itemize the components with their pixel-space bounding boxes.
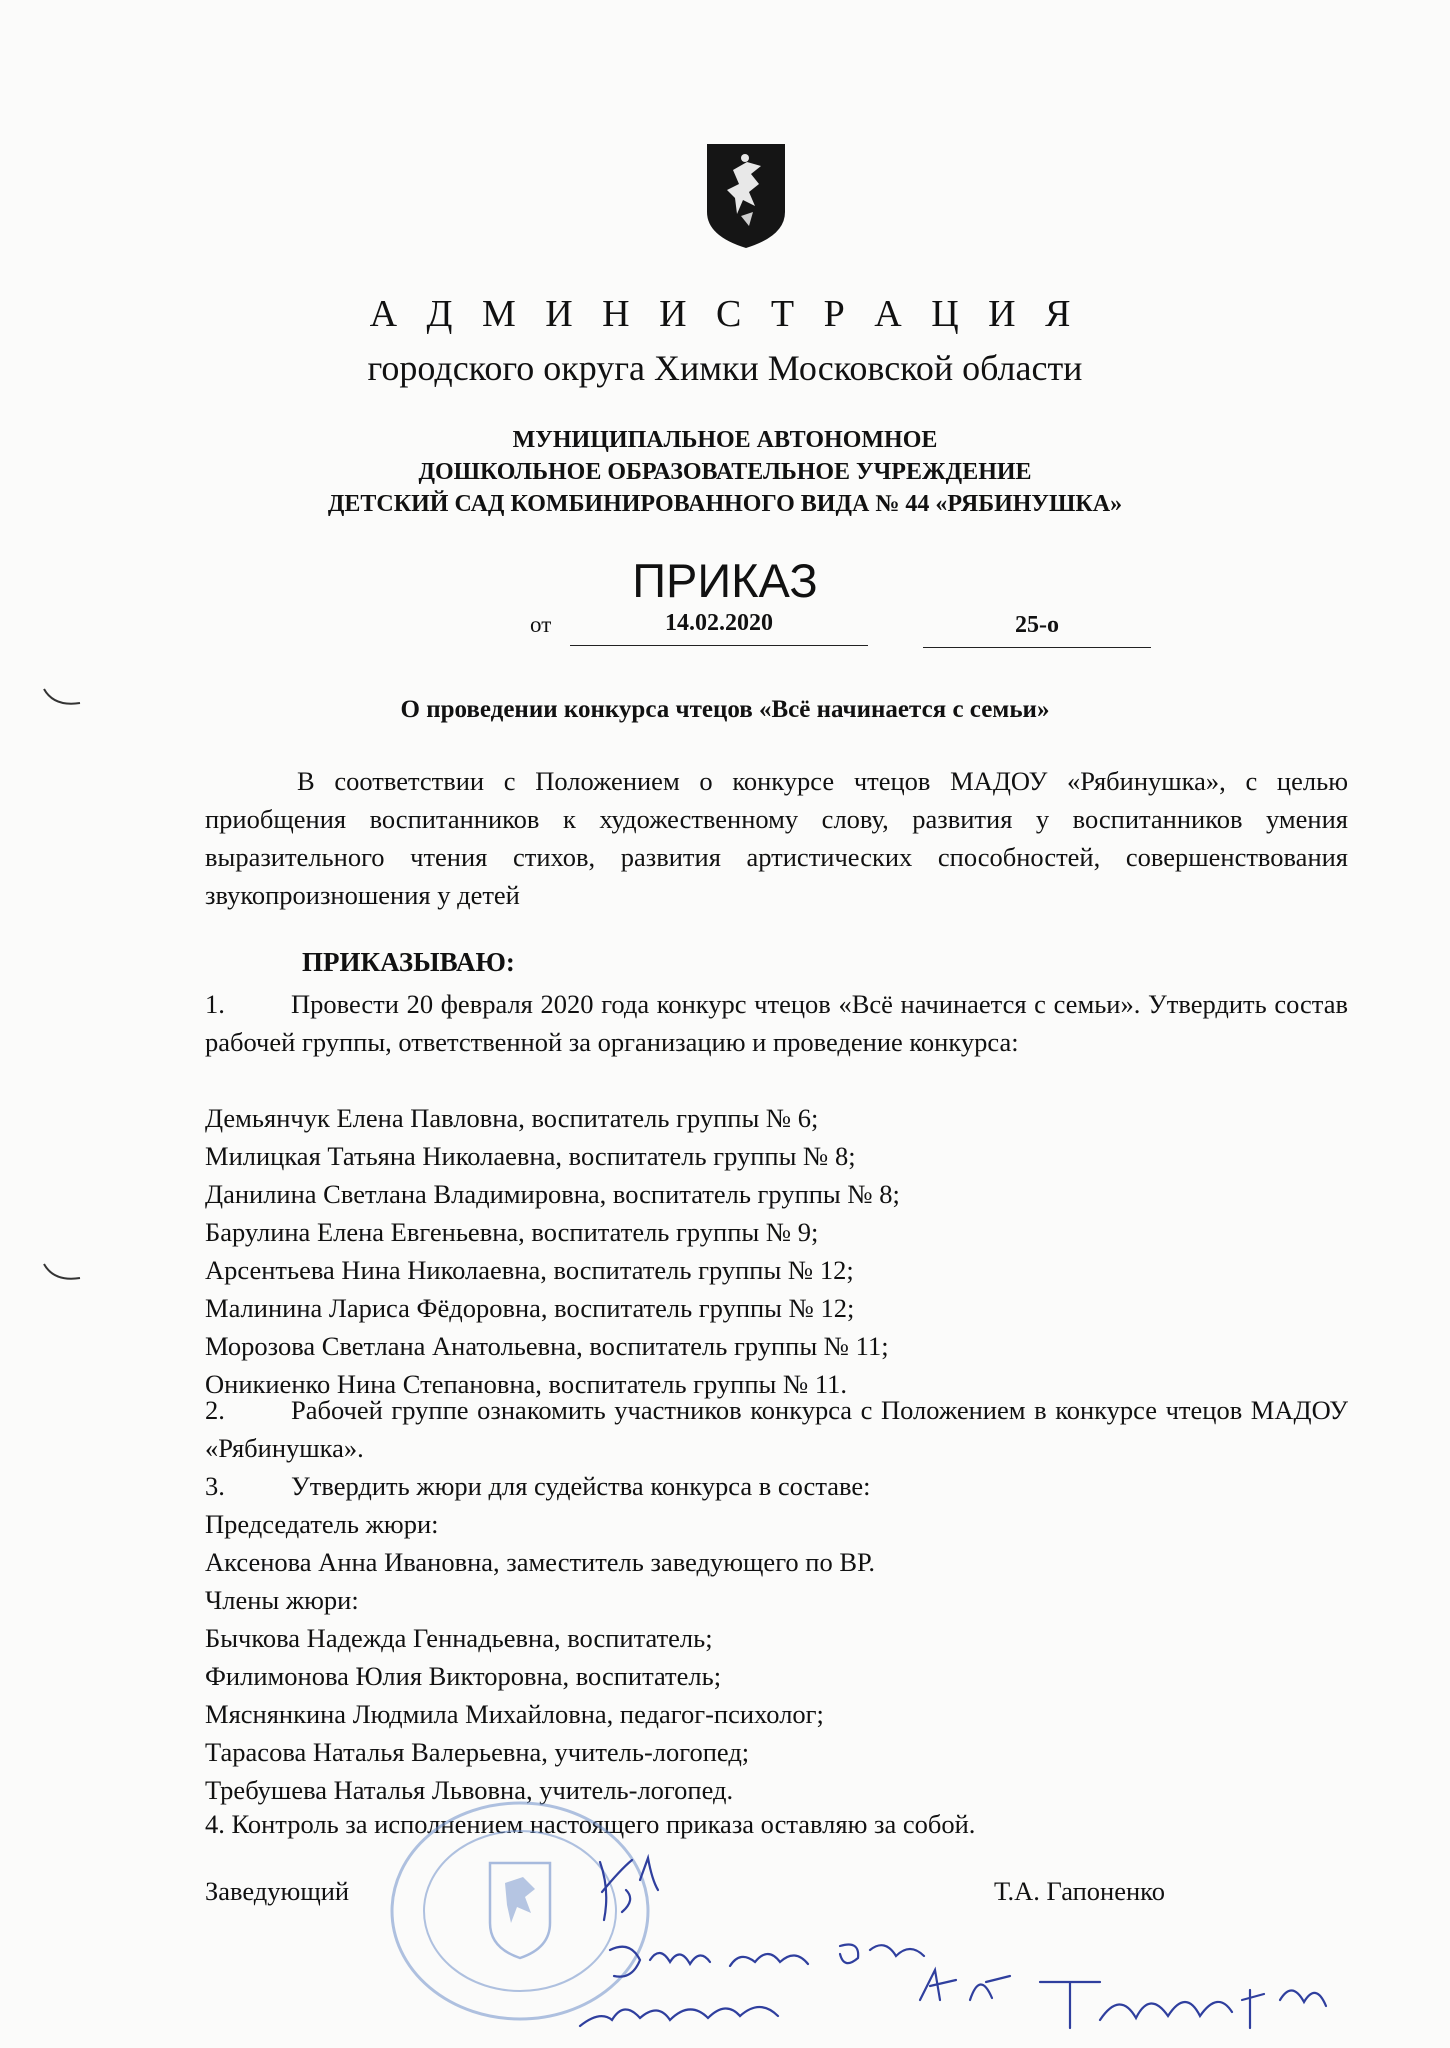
date-from-label: от	[530, 612, 552, 637]
order-number: 25-о	[923, 612, 1151, 648]
list-item: Филимонова Юлия Викторовна, воспитатель;	[205, 1661, 722, 1691]
list-item: Демьянчук Елена Павловна, воспитатель группы № 6;	[205, 1103, 819, 1133]
item-number: 2.	[205, 1395, 225, 1425]
order-subject: О проведении конкурса чтецов «Всё начинается с семьи»	[400, 696, 1050, 723]
list-item: Морозова Светлана Анатольевна, воспитатель группы № 11;	[205, 1331, 889, 1361]
org-name-line-3: ДЕТСКИЙ САД КОМБИНИРОВАННОГО ВИДА № 44 «РЯБИНУШКА»	[327, 491, 1123, 517]
order-date: 14.02.2020	[570, 610, 868, 646]
list-item: Мяснянкина Людмила Михайловна, педагог-психолог;	[205, 1699, 824, 1729]
administration-heading: А Д М И Н И С Т Р А Ц И Я	[369, 293, 1081, 335]
jury-members-list	[205, 1619, 1348, 1809]
working-group-list	[205, 1099, 1348, 1403]
item-text: Рабочей группе ознакомить участников конкурса с Положением в конкурсе чтецов МАДОУ «Рябинушка».	[205, 1395, 1348, 1463]
item-number: 1.	[205, 989, 225, 1019]
document-title: ПРИКАЗ	[632, 554, 818, 607]
item-text: Утвердить жюри для судейства конкурса в составе:	[291, 1471, 871, 1501]
item-text: Провести 20 февраля 2020 года конкурс чтецов «Всё начинается с семьи». Утвердить состав рабочей группы, ответственной за организацию и проведение конкурса:	[205, 989, 1348, 1057]
signatory-role: Заведующий	[205, 1876, 350, 1906]
list-item: Бычкова Надежда Геннадьевна, воспитатель;	[205, 1623, 713, 1653]
list-item: Арсентьева Нина Николаевна, воспитатель группы № 12;	[205, 1255, 854, 1285]
list-item: Требушева Наталья Львовна, учитель-логопед.	[205, 1775, 734, 1805]
scan-artifact	[40, 687, 86, 709]
signatory-name: Т.А. Гапоненко	[994, 1876, 1165, 1906]
order-keyword: ПРИКАЗЫВАЮ:	[302, 947, 515, 977]
jury-chair-label: Председатель жюри:	[205, 1509, 439, 1539]
org-name-line-2: ДОШКОЛЬНОЕ ОБРАЗОВАТЕЛЬНОЕ УЧРЕЖДЕНИЕ	[418, 459, 1032, 485]
coat-of-arms-emblem	[703, 140, 789, 252]
org-name-line-1: МУНИЦИПАЛЬНОЕ АВТОНОМНОЕ	[512, 427, 938, 453]
jury-members-label: Члены жюри:	[205, 1585, 359, 1615]
handwritten-signature	[540, 1850, 1360, 2040]
order-item-2	[205, 1391, 1348, 1467]
item-number: 3.	[205, 1471, 225, 1501]
list-item: Барулина Елена Евгеньевна, воспитатель группы № 9;	[205, 1217, 819, 1247]
jury-chair: Аксенова Анна Ивановна, заместитель заведующего по ВР.	[205, 1547, 876, 1577]
scan-artifact	[40, 1262, 86, 1284]
district-heading: городского округа Химки Московской области	[367, 348, 1083, 388]
list-item: Малинина Лариса Фёдоровна, воспитатель группы № 12;	[205, 1293, 855, 1323]
order-item-4: 4. Контроль за исполнением настоящего приказа оставляю за собой.	[205, 1809, 976, 1839]
list-item: Оникиенко Нина Степановна, воспитатель группы № 11.	[205, 1369, 848, 1399]
list-item: Данилина Светлана Владимировна, воспитатель группы № 8;	[205, 1179, 900, 1209]
order-item-3	[205, 1467, 1348, 1505]
preamble-paragraph: В соответствии с Положением о конкурсе чтецов МАДОУ «Рябинушка», с целью приобщения воспитанников к художественному слову, развития у воспитанников умения выразительного чтения стихов, развития артистических способностей, совершенствования звукопроизношения у детей	[205, 766, 1348, 910]
order-item-1	[205, 985, 1348, 1061]
jury-chair-block	[205, 1505, 1348, 1619]
list-item: Тарасова Наталья Валерьевна, учитель-логопед;	[205, 1737, 750, 1767]
list-item: Милицкая Татьяна Николаевна, воспитатель группы № 8;	[205, 1141, 856, 1171]
